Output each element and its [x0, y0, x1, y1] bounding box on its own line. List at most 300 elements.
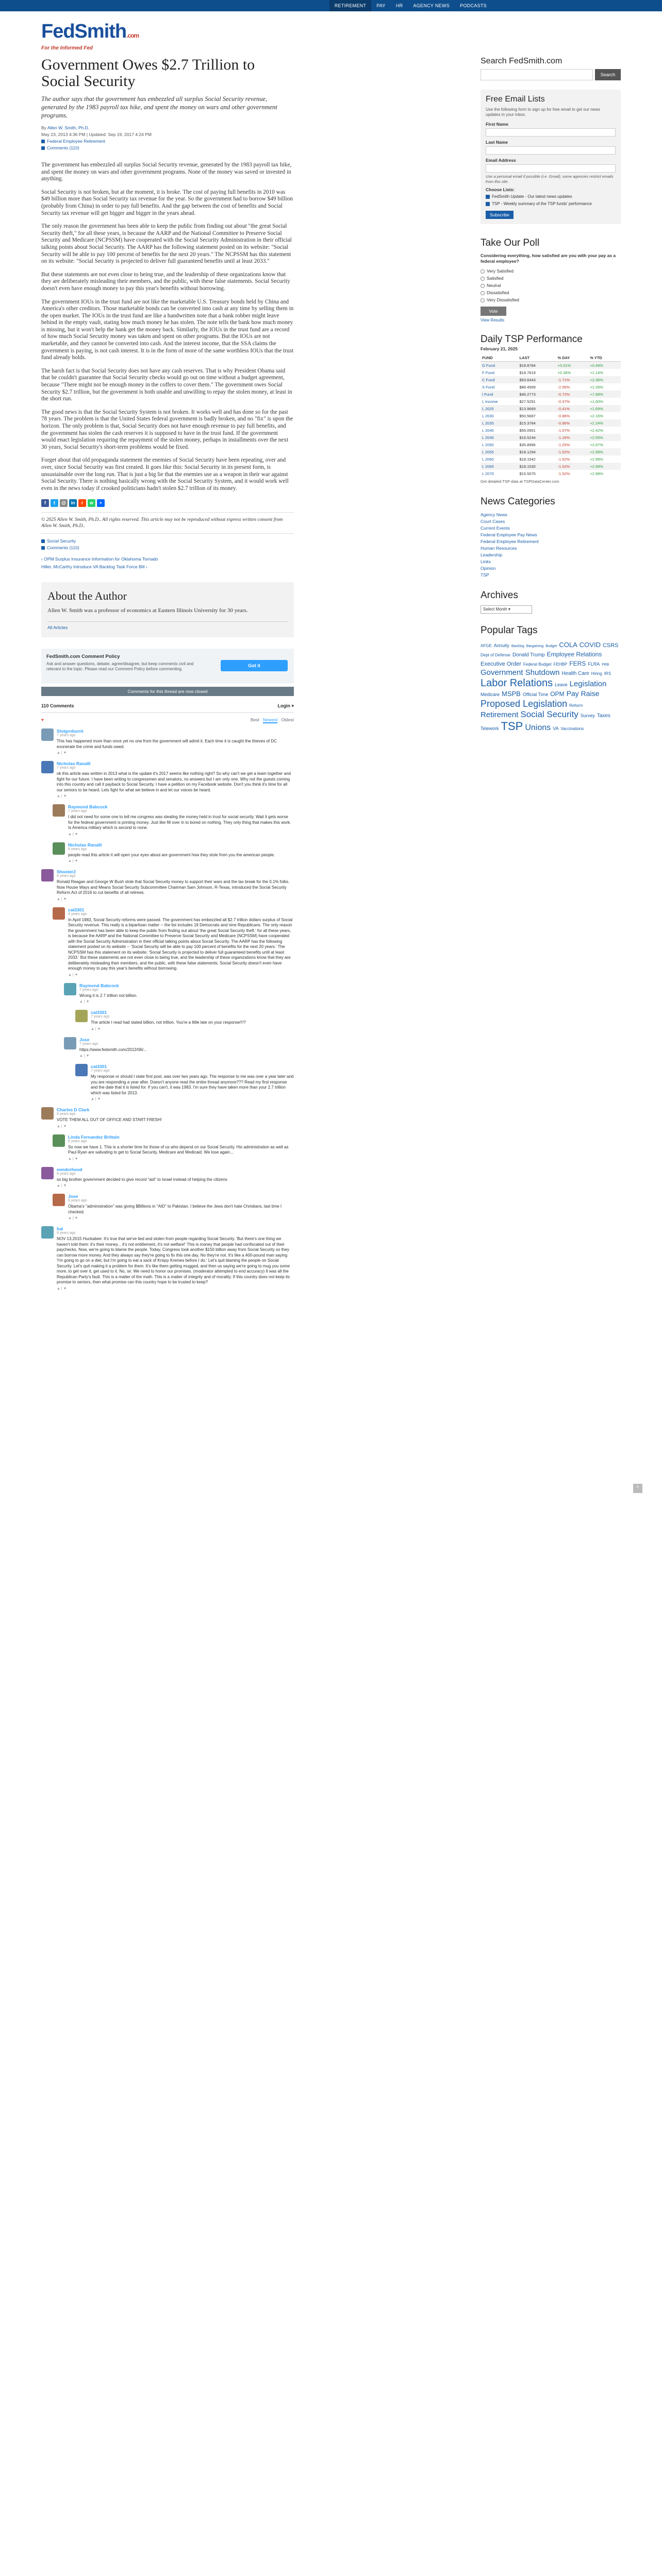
scroll-to-top-button[interactable]: ^ — [633, 1484, 642, 1493]
nav-item-hr[interactable]: HR — [395, 3, 403, 8]
tag-comments-link[interactable]: Comments (110) — [47, 545, 79, 551]
tsp-row — [481, 376, 621, 383]
vote-button[interactable]: Vote — [481, 307, 506, 316]
avatar[interactable] — [75, 1064, 88, 1076]
comment-text: In April 1983, Social Security reforms were passed. The government has embezzled all $2.7 trillion dollars surplus of Social Security revenue. This really is a bipartisan matter -- the list includes 19 Democrats and nine Republicans. The only reason the government has been able to keep the public from finding out about 'the great Social Security theft,' for all these years, is because the AARP and the National Committee to Preserve Social Security and Medicare (NCPSSM) have cooperated with the Social Security Administration in their official talking points about Social Security. The AARP has the following statement posted on its website -- 'Social Security will be able to pay 100 percent of benefits for the next 20 years.' The NCPSSM has this statement on its website: 'Social Security is projected to deliver full guaranteed benefits until at least 2033.' But these statements are not even close to being true, and the leadership of these organizations know that they are deliberately misleading their members, and the public, with these false statements. Social Security doesn't even have enough money to pay this year's benefits without borrowing. — [68, 917, 293, 971]
archives — [481, 590, 621, 614]
comment-policy-title: FedSmith.com Comment Policy — [46, 654, 120, 660]
tag-link[interactable]: MSPB — [502, 690, 521, 698]
email-label: Email Address — [486, 158, 516, 163]
tsp-column-header: FUND — [481, 354, 518, 362]
tsp-cell: +1.26% — [590, 384, 603, 389]
tag-link[interactable]: Telework — [481, 726, 499, 731]
category-row[interactable] — [41, 138, 294, 145]
tag-link[interactable]: Unions — [525, 723, 551, 732]
comment-author[interactable]: Raymond Babcock — [68, 804, 108, 810]
comment-author[interactable]: Nicholas Ranalli — [68, 842, 102, 848]
tsp-cell: $46.2773 — [518, 391, 556, 398]
avatar[interactable] — [41, 1107, 54, 1120]
nav-item-podcasts[interactable]: PODCASTS — [460, 3, 487, 8]
comment-time[interactable]: 8 years ago — [68, 912, 87, 916]
tsp-cell: +0.49% — [588, 362, 621, 369]
tsp-cell[interactable]: S Fund — [482, 384, 495, 389]
nav-item-pay[interactable]: PAY — [376, 3, 386, 8]
comment-time[interactable]: 7 years ago — [57, 766, 76, 770]
category-link[interactable]: Human Resources — [481, 546, 517, 551]
comments-row[interactable] — [41, 145, 294, 151]
tag-row[interactable] — [41, 538, 294, 545]
sort-best[interactable]: Best — [250, 717, 259, 723]
tag-link[interactable]: Hiring — [591, 671, 602, 676]
list-fedsmith-checkbox[interactable]: FedSmith Update - Our latest news updates — [486, 194, 616, 199]
poll-option[interactable]: Very Satisfied — [481, 267, 621, 275]
comment-vote-icons[interactable]: ▲ | ▼ — [79, 1000, 90, 1004]
sort-oldest[interactable]: Oldest — [281, 717, 294, 723]
comments-closed-banner: Comments for this thread are now closed — [41, 687, 294, 696]
comment-count: 110 Comments — [41, 703, 74, 709]
tsp-cell: $18.1294 — [518, 448, 556, 455]
comment-vote-icons[interactable]: ▲ | ▼ — [57, 897, 67, 901]
tag-link[interactable]: Health Care — [561, 671, 589, 676]
nav-item-retirement[interactable]: RETIREMENT — [329, 0, 372, 11]
reddit-icon[interactable]: r — [78, 499, 86, 507]
tag-comments-row[interactable] — [41, 545, 294, 551]
comment-text: NOV 13,2015 Huckabee: It's true that we've lied and stolen from people regarding Social Security. 'But there's one thing we haven't told them: it's their money... it's not entitlement, it's not welfare!' This is money that people had confiscated out of their paychecks. Now, we're going to blame the people. Today, Congress took another $150 billion away from Social Security so they can borrow more money. And they always say they're going to fix this one day. No they're not. It's like a 400-pound man saying 'I'm going to go on a diet, but I'm going to eat a sack of Krispy Kremes before I do.' Let's quit blaming the people on Social Security. Let's quit making it a problem for them. It's like them getting mugged, and then us saying we're going to mug you some more, to get over it, get used to it. No, sir. We need to honor our promises. (moderator attempted to end accuracy) It was all the Republican Party's fault. This is a matter of the math. This is a matter of integrity and of morality. If this country does not keep its promise to seniors, then what promise can this country hope to be trusted to keep? — [57, 1236, 290, 1285]
category-link[interactable]: Leadership — [481, 552, 503, 557]
sidebar — [481, 57, 621, 733]
comment-text: The article I read had stated billion, not trillion. You're a little late on your response!!!? — [91, 1020, 246, 1025]
comment-vote-icons[interactable]: ▲ | ▼ — [68, 832, 78, 836]
comment-author[interactable]: cat3301 — [68, 907, 85, 912]
tsp-cell: -2.56% — [557, 384, 570, 389]
comment-vote-icons[interactable]: ▲ | ▼ — [68, 1157, 78, 1161]
article-paragraph: Social Security is not broken, but at the moment, it is broke. The cost of paying full benefits in 2010 was $49 billion more than Social Security tax revenue for the year. So the government had to borrow $49 billion (probably from China) in order to pay full benefits. And the gap between the cost of benefits and Social Security tax revenue will get bigger and bigger in the years ahead. — [41, 189, 293, 216]
tsp-cell: +2.99% — [588, 463, 621, 470]
top-nav — [329, 0, 492, 11]
comment-author[interactable]: Raymond Babcock — [79, 982, 119, 988]
comment-time[interactable]: 7 years ago — [91, 1069, 110, 1073]
comment-vote-icons[interactable]: ▲ | ▼ — [57, 751, 67, 755]
top-nav-bar — [0, 0, 662, 11]
tsp-cell: $13.9669 — [518, 405, 556, 412]
tag-link[interactable]: Official Time — [522, 692, 549, 697]
comment-vote-icons[interactable]: ▲ | ▼ — [57, 1184, 67, 1188]
poll-question: Considering everything, how satisfied are you with your pay as a federal employee? — [481, 253, 616, 264]
avatar[interactable] — [41, 869, 54, 882]
comment-author[interactable]: cat3301 — [91, 1010, 107, 1015]
tsp-row — [481, 405, 621, 412]
comment-vote-icons[interactable]: ▲ | ▼ — [79, 1054, 90, 1058]
first-name-field[interactable] — [486, 128, 616, 137]
tsp-row — [481, 383, 621, 391]
comment-vote-icons[interactable]: ▲ | ▼ — [68, 1216, 78, 1221]
poll-option[interactable]: Dissatisfied — [481, 289, 621, 296]
tsp-cell: +2.16% — [590, 413, 603, 418]
comment-author[interactable]: Linda Fernandez Brittain — [68, 1134, 120, 1140]
comment-vote-icons[interactable]: ▲ | ▼ — [91, 1097, 101, 1101]
logo-dotcom: .com — [126, 32, 139, 39]
tag-link[interactable]: VA — [553, 726, 559, 731]
tags-heading: Popular Tags — [481, 625, 538, 636]
poll-option[interactable]: Neutral — [481, 282, 621, 289]
comment-text: I did not need for some one to tell me congress was stealing the money held in trust for social security. Wait it gets worse for the federal government is printing money. Just like fill over in to bored on nothing. They only thing that makes this work. Is America military which is second to none. — [68, 815, 291, 831]
nav-item-agency-news[interactable]: AGENCY NEWS — [413, 3, 450, 8]
comment-time[interactable]: 7 years ago — [79, 1042, 98, 1046]
comment-time[interactable]: 8 years ago — [57, 1112, 76, 1116]
avatar[interactable] — [41, 1226, 54, 1239]
author-bio: Allen W. Smith was a professor of economics at Eastern Illinois University for 30 years. — [47, 607, 248, 614]
category-link[interactable]: Opinion — [481, 566, 496, 571]
tsp-note[interactable]: Get detailed TSP data at TSPDataCenter.com — [481, 479, 559, 484]
tag-link[interactable]: Medicare — [481, 692, 500, 697]
all-articles-link[interactable]: All Articles — [47, 625, 68, 631]
tag-link[interactable]: Taxes — [597, 713, 610, 719]
tsp-cell: +2.99% — [588, 448, 621, 455]
tsp-cell: $50.5687 — [519, 413, 536, 418]
comment-time[interactable]: 8 years ago — [68, 1199, 87, 1203]
category-link[interactable]: TSP — [481, 572, 489, 578]
tsp-cell: -0.96% — [556, 419, 588, 427]
tag-link[interactable]: FLRA — [588, 662, 600, 667]
email-icon[interactable]: @ — [60, 499, 68, 507]
tag-link[interactable]: Legislation — [569, 680, 607, 688]
tsp-row — [481, 455, 621, 463]
article-paragraph: Forget about that old propaganda statement the enemies of Social Security have been repeating, over and over, since Social Security was first created. It goes like this: Social Security in its present form, is unsustainable over the long run. That is just a big lie that the enemies use as a weapon in their war against Social Security. There is nothing basically wrong with the Social Security System, and it would work well even in the news today if crooked politicians hadn't stolen $2.7 trillion of its money. — [41, 457, 289, 492]
comment — [41, 1226, 294, 1291]
share-bar — [41, 499, 294, 507]
avatar[interactable] — [41, 761, 54, 773]
category-link[interactable]: Current Events — [481, 526, 510, 531]
comment-time[interactable]: 7 years ago — [68, 809, 87, 814]
tag-link[interactable]: Survey — [580, 713, 595, 718]
tag-link[interactable]: FERS — [569, 660, 586, 667]
avatar[interactable] — [75, 1010, 88, 1022]
comment-time[interactable]: 7 years ago — [57, 734, 76, 738]
tag-link[interactable]: Government Shutdown — [481, 668, 560, 677]
tag-link[interactable]: Executive Order — [481, 661, 521, 667]
tsp-cell[interactable]: L 2025 — [481, 405, 518, 412]
login-menu[interactable]: Login ▾ — [277, 703, 294, 709]
tsp-cell: -0.41% — [556, 405, 588, 412]
about-author-box — [41, 582, 294, 637]
email-field[interactable] — [486, 164, 616, 173]
tsp-cell: $27.5291 — [519, 399, 536, 404]
prev-article-link[interactable]: ‹ OPM Surplus Insurance Information for Oklahoma Tornado — [41, 556, 158, 562]
tag-link[interactable]: Annuity — [493, 643, 509, 648]
tsp-cell: +0.01% — [556, 362, 588, 369]
tsp-row — [481, 369, 621, 376]
tsp-cell[interactable]: L Income — [482, 399, 498, 404]
tsp-cell: $86.4569 — [519, 384, 536, 389]
search-input[interactable] — [481, 69, 593, 80]
tsp-cell[interactable]: L 2030 — [482, 413, 494, 418]
comment-policy — [41, 649, 294, 684]
linkedin-icon[interactable]: in — [69, 499, 77, 507]
tsp-cell: +2.42% — [590, 428, 603, 433]
tag-link[interactable]: Employee Relations — [547, 651, 602, 658]
comment-time[interactable]: 8 years ago — [57, 874, 76, 878]
tsp-cell: $18.8784 — [518, 362, 556, 369]
tag-link[interactable]: Leave — [555, 682, 568, 687]
logo-brand: FedSmith — [41, 21, 127, 42]
choose-lists-label: Choose Lists: — [486, 187, 515, 192]
twitter-icon[interactable]: t — [51, 499, 58, 507]
comment-text: ok this article was written in 2013 what is the update it's 2017 seems like nothing right? So why can't we get a team together and fight for our future. I have been writing to congressmen and senators, no answers but I am only one. Why not the guests coming into this country and call it payback to Social Security. I have a petition on my Facebook website. Don't you think it's time for all our seniors to be heard. Lets fight for what we believe in and let our voices be heard. — [57, 771, 291, 792]
tsp-cell[interactable]: L 2055 — [481, 448, 518, 455]
comments-link[interactable]: Comments (110) — [47, 145, 79, 150]
tsp-cell: -0.86% — [557, 413, 570, 418]
tsp-cell[interactable]: C Fund — [481, 376, 518, 383]
avatar[interactable] — [53, 1134, 65, 1147]
tsp-performance — [481, 334, 621, 484]
comment-time[interactable]: 8 years ago — [68, 1139, 87, 1143]
comment — [41, 761, 294, 798]
tag-link[interactable]: Budget — [545, 645, 557, 648]
article-paragraph: The government IOUs in the trust fund are not like the marketable U.S. Treasury bonds held by China and America's other creditors. Those marketable bonds can be converted into cash at any time by selling them in the open market. The IOUs in the trust fund are like a handwritten note that a bank robber might leave behind in the empty vault, stating how much money he has stolen. The note tells the bank how much money is missing, but it won't help the bank get the money back. Similarly, the IOUs in the trust fund are a record of how much Social Security money was taken and spent on other programs. But the IOUs are not marketable, and they cannot be converted into cash. And the interest income, that the SSA claims the government is paying, is not cash interest. It is in the form of more of the same worthless IOUs that the trust fund already holds. — [41, 298, 294, 361]
tag-link[interactable]: Retirement — [481, 710, 519, 719]
tag-link[interactable]: Pay Raise — [566, 689, 600, 698]
tsp-cell: -1.52% — [556, 463, 588, 470]
comment — [41, 1010, 294, 1031]
tsp-cell: +2.55% — [588, 434, 621, 441]
article-paragraph: But these statements are not even close to being true, and the leadership of these organizations know that they are deliberately misleading their members, and the public, with these false statements. Social Security doesn't even have enough money to pay this year's benefits without borrowing. — [41, 271, 290, 292]
tsp-heading: Daily TSP Performance — [481, 334, 583, 345]
tsp-cell: $35.8996 — [519, 442, 536, 447]
plus-icon[interactable]: + — [97, 499, 105, 507]
comment-vote-icons[interactable]: ▲ | ▼ — [68, 973, 78, 977]
comment — [41, 842, 294, 863]
comment-vote-icons[interactable]: ▲ | ▼ — [57, 794, 67, 799]
search-button[interactable]: Search — [595, 69, 621, 80]
tsp-cell: +2.67% — [590, 442, 603, 447]
category-link[interactable]: Links — [481, 559, 491, 564]
comment-author[interactable]: Nicholas Ranalli — [57, 761, 91, 767]
archives-heading: Archives — [481, 590, 518, 601]
tsp-cell: -1.25% — [557, 442, 570, 447]
tsp-cell: $56.0951 — [519, 428, 536, 433]
comment-text: so big brother government decided to give record "aid" to Israel instead of helping the citizens — [57, 1177, 227, 1182]
tsp-cell[interactable]: L 2045 — [481, 434, 518, 441]
comment-author[interactable]: hal — [57, 1226, 63, 1232]
tsp-cell[interactable]: L 2040 — [482, 428, 494, 433]
tag-link[interactable]: CSRS — [602, 642, 619, 649]
comment — [41, 1167, 294, 1188]
byline-prefix: By — [41, 125, 46, 130]
comment — [41, 907, 294, 977]
comment-author[interactable]: Ststgrnburnt — [57, 728, 84, 734]
category-link[interactable]: Federal Employee Retirement — [47, 139, 105, 144]
tsp-date: February 21, 2025 — [481, 346, 518, 351]
comment — [41, 1107, 294, 1128]
tsp-cell[interactable]: L 2050 — [482, 442, 494, 447]
tag-link[interactable]: Social Security — [47, 538, 76, 544]
site-logo[interactable] — [41, 21, 139, 53]
heart-icon[interactable]: ♥ — [41, 717, 44, 723]
comment-text: Wrong it is 2.7 trillion not billion. — [79, 993, 138, 998]
tag-link[interactable]: Bargaining — [526, 645, 544, 648]
email-note: Use a personal email if possible (i.e. Gmail); some agencies restrict emails from this site. — [486, 174, 614, 184]
tag-link[interactable]: Proposed Legislation — [481, 699, 568, 709]
tag-link[interactable]: Social Security — [520, 709, 578, 719]
last-name-field[interactable] — [486, 146, 616, 155]
category-link[interactable]: Federal Employee Pay News — [481, 532, 537, 537]
tsp-column-header: LAST — [518, 354, 556, 362]
article-dates: May 23, 2013 4:36 PM | Updated: Sep 19, 2017 4:24 PM — [41, 132, 152, 137]
poll-option[interactable]: Satisfied — [481, 275, 621, 282]
comment-vote-icons[interactable]: ▲ | ▼ — [68, 859, 78, 863]
tsp-row — [481, 412, 621, 419]
tsp-cell: -1.16% — [556, 434, 588, 441]
tag-link[interactable]: Federal Budget — [523, 662, 552, 667]
comment-time[interactable]: 8 years ago — [57, 1172, 76, 1176]
tsp-column-header: % DAY — [556, 354, 588, 362]
comment-icon — [41, 146, 45, 150]
sort-newest[interactable]: Newest — [262, 717, 278, 723]
archives-select[interactable]: Select Month ▾ — [481, 605, 532, 614]
comment — [41, 1064, 294, 1101]
tag-link[interactable]: COVID — [579, 641, 601, 649]
category-link[interactable]: Federal Employee Retirement — [481, 539, 539, 544]
avatar[interactable] — [64, 1037, 76, 1049]
comment-text: So now we have 1. This is a shorter time for those of us who depend on our Social Security. His administration as well as Paul Ryan are salivating to get to Social Security, Medicare and Medicaid. We lose again... — [68, 1144, 289, 1155]
tag-link[interactable]: TSP — [501, 720, 523, 733]
tsp-row — [481, 362, 621, 369]
avatar[interactable] — [53, 842, 65, 855]
article-paragraph: The only reason the government has been able to keep the public from finding out about "the great Social Security theft," for all these years, is because the AARP and the National Committee to Preserve Social Security and Medicare (NCPSSM) have cooperated with the Social Security Administration in their official talking points about Social Security. The AARP has the following statement posted on its website: "Social Security will be able to pay 100 percent of benefits for the next 20 years." The NCPSSM has this statement on its website: "Social Security is projected to deliver full guaranteed benefits until at least 2033." — [41, 223, 292, 265]
tag-link[interactable]: FEHBP — [553, 662, 568, 667]
tag-link[interactable]: Backlog — [511, 645, 524, 648]
news-categories — [481, 496, 621, 579]
comment-text: This has happened more than once yet no one from the government will admit it. Each time it is caught the thieves of DC exonerate the crime and funds owed. — [57, 739, 277, 749]
tsp-cell[interactable]: L 2035 — [481, 419, 518, 427]
got-it-button[interactable]: Got it — [221, 660, 288, 671]
comment — [41, 1037, 294, 1058]
poll-option[interactable]: Very Dissatisfied — [481, 296, 621, 303]
sort-bar — [41, 717, 294, 722]
comment-time[interactable]: 8 years ago — [68, 847, 87, 851]
avatar[interactable] — [53, 907, 65, 920]
category-link[interactable]: Agency News — [481, 512, 507, 517]
tsp-cell: +2.36% — [588, 376, 621, 383]
tag-link[interactable]: OPM — [550, 690, 565, 698]
tsp-cell[interactable]: F Fund — [482, 370, 494, 375]
tsp-cell: $18.7619 — [519, 370, 536, 375]
tsp-cell: +0.36% — [557, 370, 571, 375]
article-body — [41, 162, 294, 492]
tag-link[interactable]: FRB — [602, 663, 609, 667]
comment-time[interactable]: 7 years ago — [91, 1015, 110, 1019]
tag-link[interactable]: Labor Relations — [481, 677, 553, 689]
category-link[interactable]: Court Cases — [481, 519, 505, 524]
tsp-cell[interactable]: L 2070 — [482, 471, 494, 476]
poll — [481, 238, 621, 323]
categories-heading: News Categories — [481, 496, 555, 507]
tsp-row — [481, 434, 621, 441]
tsp-cell: -1.52% — [557, 471, 570, 476]
search-form — [481, 69, 621, 80]
tsp-cell: +2.99% — [590, 471, 603, 476]
avatar[interactable] — [64, 983, 76, 995]
comment-author[interactable]: Jose — [79, 1037, 90, 1042]
comment — [41, 983, 294, 1004]
view-results-link[interactable]: View Results — [481, 318, 505, 323]
avatar[interactable] — [41, 728, 54, 741]
tsp-cell[interactable]: L 2060 — [482, 456, 494, 462]
tsp-cell: $15.5075 — [519, 471, 536, 476]
article-summary: The author says that the government has embezzled all surplus Social Security revenue, generated by the 1983 payroll tax hike, and spent the money on wars and other government programs. — [41, 95, 277, 119]
tag-link[interactable]: Vaccinations — [560, 726, 584, 731]
tsp-row — [481, 398, 621, 405]
list-tsp-checkbox[interactable]: TSP - Weekly summary of the TSP funds' performance — [486, 201, 616, 207]
tsp-cell: -1.07% — [557, 428, 570, 433]
copyright-notice: © 2025 Allen W. Smith, Ph.D.. All rights reserved. This article may not be reproduced without express written consent from Allen W. Smith, Ph.D.. — [41, 512, 294, 534]
comment-author[interactable]: Charles D Clark — [57, 1107, 90, 1113]
comment-text: Ronald Reagan and George W Bush stole that Social Security money to support their wars and the tax break for the 0.1% folks. Now House Ways and Means Social Security Subcommittee Chairman Sam Johnson, R-Texas, introduced the Social Security Reform Act of 2016 to cut benefits of all retirees. — [57, 879, 290, 895]
tsp-cell[interactable]: L 2065 — [481, 463, 518, 470]
author-link[interactable]: Allen W. Smith, Ph.D. — [47, 125, 90, 130]
comment — [41, 804, 294, 836]
comment — [41, 869, 294, 901]
tsp-cell: +1.60% — [590, 399, 603, 404]
next-article-link[interactable]: Hiller, McCarthy Introduce VA Backlog Task Force Bill › — [41, 564, 147, 570]
tsp-cell[interactable]: G Fund — [481, 362, 518, 369]
newsletter-desc: Use the following form to sign up for free email to get our news updates in your inbox. — [486, 107, 600, 117]
comments-header — [41, 703, 294, 713]
subscribe-button[interactable]: Subscribe — [486, 211, 514, 219]
tsp-column-header: % YTD — [588, 354, 621, 362]
tag-link[interactable]: COLA — [559, 641, 577, 649]
tsp-cell: $18.1542 — [519, 456, 536, 462]
facebook-icon[interactable]: f — [41, 499, 49, 507]
whatsapp-icon[interactable]: w — [88, 499, 95, 507]
tag-link[interactable]: Reform — [569, 703, 583, 708]
comment-time[interactable]: 7 years ago — [79, 988, 98, 992]
comment-text: people read this article it will open your eyes about are government how they stole from you the american people. — [68, 852, 275, 857]
article-paragraph: The harsh fact is that Social Security does not have any cash reserves. That is why President Obama said that he couldn't guarantee that Social Security checks would go out on time without a budget agreement, because "There might not be enough money in the coffers to cover them." The government owes Social Security $2.7 trillion, but the government is both unable and unwilling to repay the stolen money, at least in the short run. — [41, 367, 292, 402]
first-name-label: First Name — [486, 122, 508, 127]
comment-author[interactable]: Shooter2 — [57, 869, 76, 875]
tag-link[interactable]: IRS — [604, 671, 611, 676]
avatar[interactable] — [53, 804, 65, 817]
comment-author[interactable]: mmdorhood — [57, 1166, 82, 1172]
comment-time[interactable]: 8 years ago — [57, 1231, 76, 1235]
article-paragraph: The good news is that the Social Security System is not broken. It works well and has done so for the past 78 years. The problem is that the United States federal government is badly broken, and no "fix" is upon the horizon. The only problem is that, Social Security does not have enough revenue to pay full benefits, and the government has stolen the cash reserves it is supposed to have in the trust fund. If the government would enact legislation requiring the repayment of the stolen money, perhaps in installments over the next 30 years, Social Security's short-term problems would be fixed. — [41, 409, 293, 450]
tsp-cell: -0.37% — [557, 399, 570, 404]
tag-link[interactable]: AFGE — [481, 643, 492, 648]
tsp-row — [481, 427, 621, 434]
comment-vote-icons[interactable]: ▲ | ▼ — [57, 1286, 67, 1291]
search-heading: Search FedSmith.com — [481, 57, 562, 65]
popular-tags — [481, 625, 621, 733]
comment-vote-icons[interactable]: ▲ | ▼ — [91, 1027, 101, 1031]
newsletter-box — [481, 90, 621, 224]
prev-next-nav — [41, 555, 294, 571]
tag-link[interactable]: Donald Trump — [512, 652, 545, 658]
article — [41, 57, 294, 1291]
tsp-cell: +1.14% — [590, 370, 603, 375]
comment-author[interactable]: Jose — [68, 1194, 78, 1199]
logo-tagline: For the Informed Fed — [41, 45, 93, 51]
comment-vote-icons[interactable]: ▲ | ▼ — [57, 1124, 67, 1128]
avatar[interactable] — [41, 1167, 54, 1179]
comment-author[interactable]: cat3301 — [91, 1064, 107, 1070]
tsp-row — [481, 448, 621, 455]
comment — [41, 1194, 294, 1220]
tsp-cell[interactable]: I Fund — [481, 391, 518, 398]
avatar[interactable] — [53, 1194, 65, 1206]
tag-link[interactable]: Dept of Defense — [481, 653, 510, 657]
tsp-cell: +2.99% — [590, 456, 603, 462]
